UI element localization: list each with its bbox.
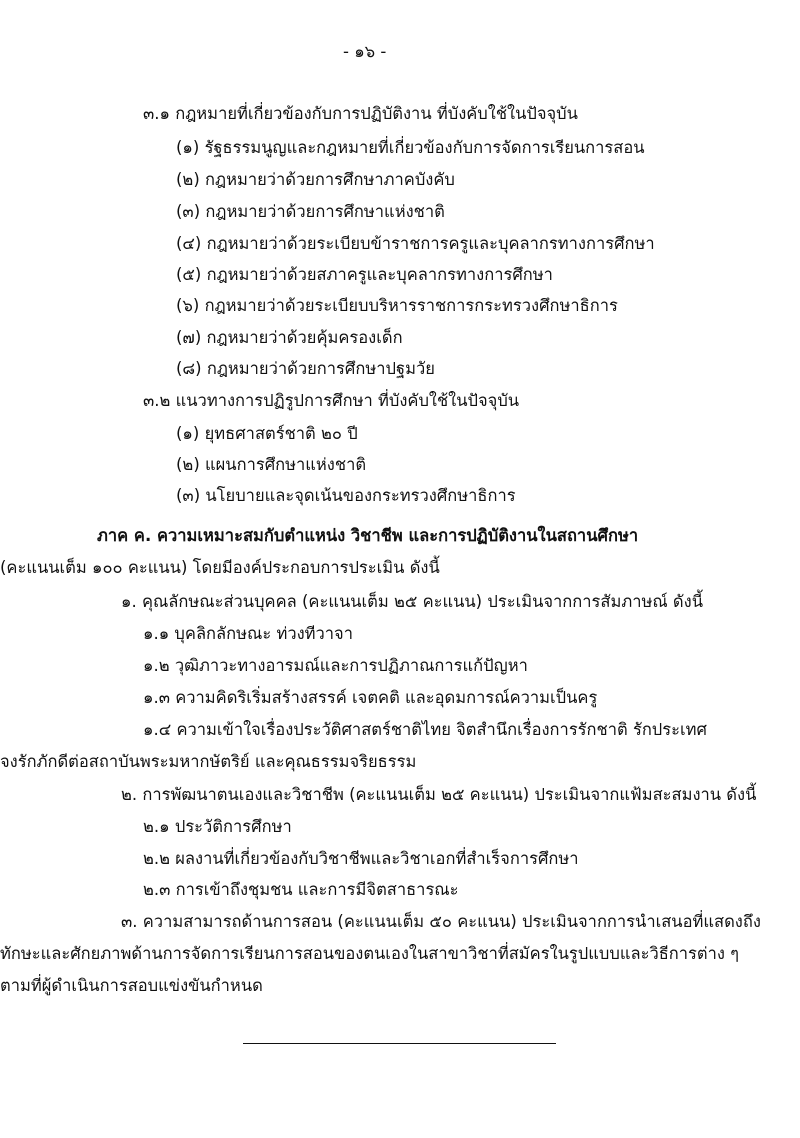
list-item-3-1-5: (๕) กฎหมายว่าด้วยสภาครูและบุคลากรทางการศึกษา (176, 265, 553, 284)
closing-divider (243, 1043, 556, 1044)
list-item-3-1-7: (๗) กฎหมายว่าด้วยคุ้มครองเด็ก (176, 328, 403, 347)
list-item-3-1-4: (๔) กฎหมายว่าด้วยระเบียบข้าราชการครูและบุคลากรทางการศึกษา (176, 234, 655, 253)
list-item-3-2-1: (๑) ยุทธศาสตร์ชาติ ๒๐ ปี (176, 424, 358, 443)
list-item-3-1-8: (๘) กฎหมายว่าด้วยการศึกษาปฐมวัย (176, 359, 435, 378)
part-c-intro: (คะแนนเต็ม ๑๐๐ คะแนน) โดยมีองค์ประกอบการประเมิน ดังนี้ (0, 558, 440, 577)
criterion-1-item-2: ๑.๒ วุฒิภาวะทางอารมณ์และการปฏิภาณการแก้ปัญหา (143, 656, 528, 675)
criterion-2-heading: ๒. การพัฒนาตนเองและวิชาชีพ (คะแนนเต็ม ๒๕ คะแนน) ประเมินจากแฟ้มสะสมงาน ดังนี้ (121, 785, 757, 804)
criterion-1-item-3: ๑.๓ ความคิดริเริ่มสร้างสรรค์ เจตคติ และอุดมการณ์ความเป็นครู (143, 688, 598, 707)
list-item-3-1-3: (๓) กฎหมายว่าด้วยการศึกษาแห่งชาติ (176, 202, 445, 221)
criterion-2-item-2: ๒.๒ ผลงานที่เกี่ยวข้องกับวิชาชีพและวิชาเอกที่สำเร็จการศึกษา (143, 849, 579, 868)
criterion-3-line-1: ๓. ความสามารถด้านการสอน (คะแนนเต็ม ๕๐ คะแนน) ประเมินจากการนำเสนอที่แสดงถึง (121, 912, 761, 931)
list-item-3-2-2: (๒) แผนการศึกษาแห่งชาติ (176, 455, 367, 474)
list-item-3-1-6: (๖) กฎหมายว่าด้วยระเบียบบริหารราชการกระทรวงศึกษาธิการ (176, 296, 618, 315)
section-3-2-heading: ๓.๒ แนวทางการปฏิรูปการศึกษา ที่บังคับใช้ในปัจจุบัน (143, 391, 520, 410)
criterion-1-item-4: ๑.๔ ความเข้าใจเรื่องประวัติศาสตร์ชาติไทย จิตสำนึกเรื่องการรักชาติ รักประเทศ (143, 720, 707, 739)
list-item-3-1-2: (๒) กฎหมายว่าด้วยการศึกษาภาคบังคับ (176, 170, 455, 189)
section-3-1-heading: ๓.๑ กฎหมายที่เกี่ยวข้องกับการปฏิบัติงาน ที่บังคับใช้ในปัจจุบัน (143, 104, 578, 123)
part-c-title: ภาค ค. ความเหมาะสมกับตำแหน่ง วิชาชีพ และการปฏิบัติงานในสถานศึกษา (97, 526, 639, 545)
criterion-1-continuation: จงรักภักดีต่อสถาบันพระมหากษัตริย์ และคุณธรรมจริยธรรม (0, 752, 417, 771)
criterion-3-line-3: ตามที่ผู้ดำเนินการสอบแข่งขันกำหนด (0, 976, 263, 995)
criterion-1-item-1: ๑.๑ บุคลิกลักษณะ ท่วงทีวาจา (143, 624, 353, 643)
page-number: - ๑๖ - (343, 42, 387, 61)
criterion-2-item-3: ๒.๓ การเข้าถึงชุมชน และการมีจิตสาธารณะ (143, 880, 459, 899)
criterion-3-line-2: ทักษะและศักยภาพด้านการจัดการเรียนการสอนของตนเองในสาขาวิชาที่สมัครในรูปแบบและวิธีการต่าง ๆ (0, 944, 740, 963)
list-item-3-1-1: (๑) รัฐธรรมนูญและกฎหมายที่เกี่ยวข้องกับการจัดการเรียนการสอน (176, 138, 645, 157)
criterion-1-heading: ๑. คุณลักษณะส่วนบุคคล (คะแนนเต็ม ๒๕ คะแนน) ประเมินจากการสัมภาษณ์ ดังนี้ (121, 592, 703, 611)
criterion-2-item-1: ๒.๑ ประวัติการศึกษา (143, 817, 292, 836)
list-item-3-2-3: (๓) นโยบายและจุดเน้นของกระทรวงศึกษาธิการ (176, 486, 516, 505)
